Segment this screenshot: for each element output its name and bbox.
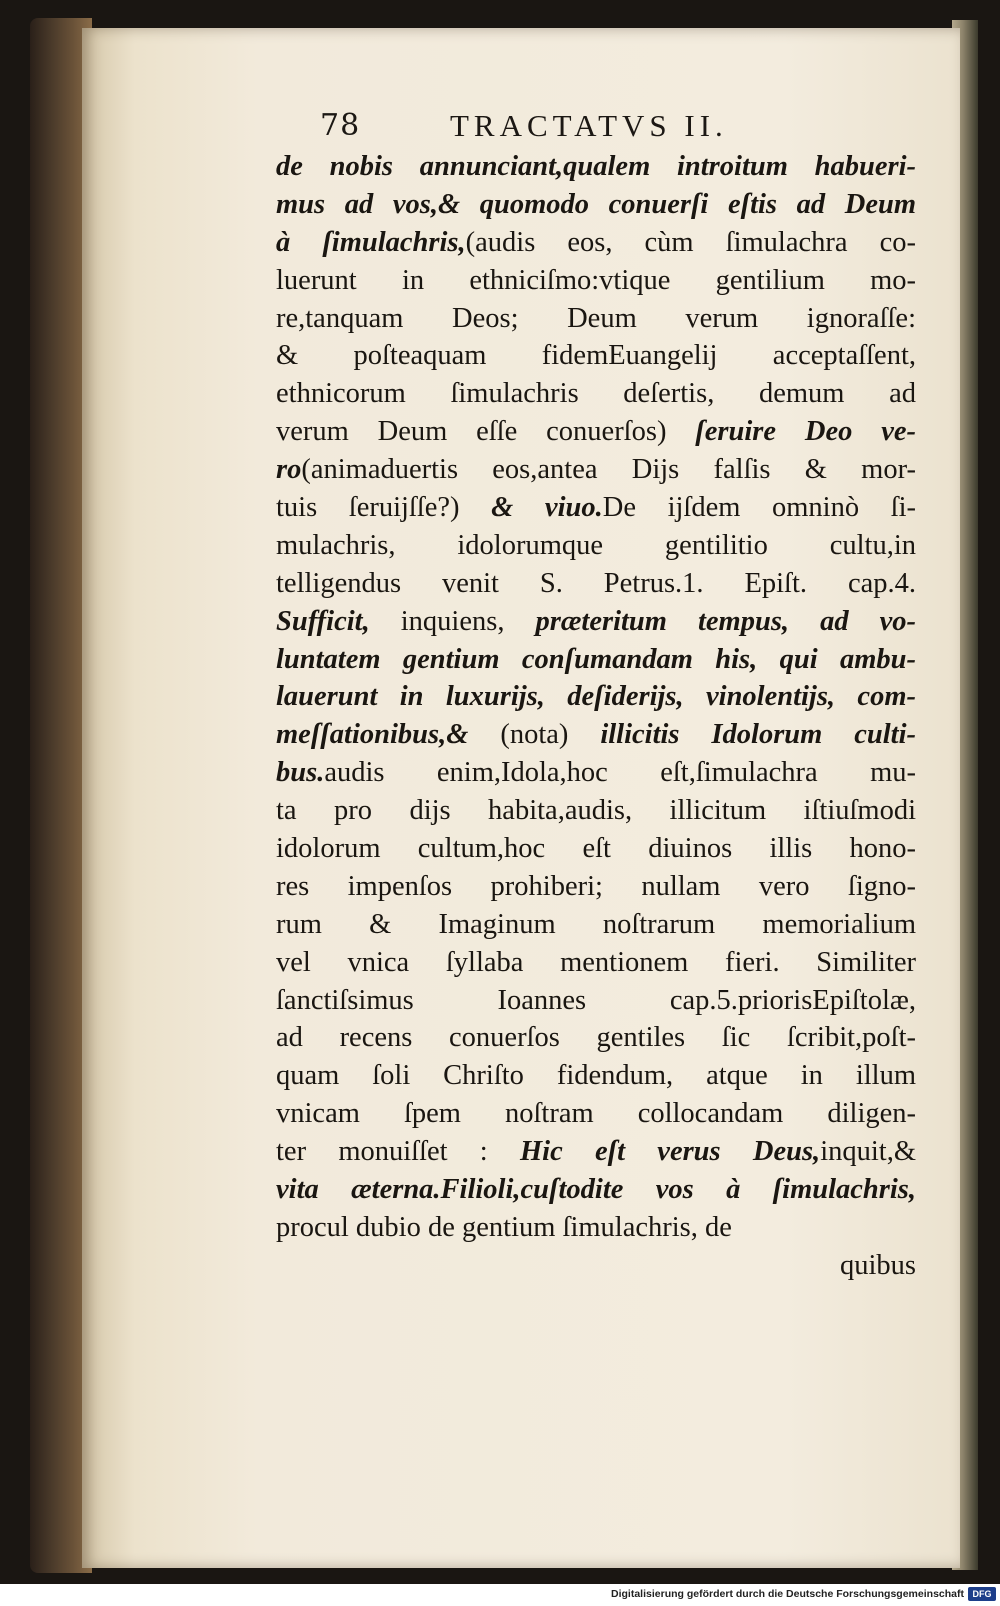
- roman-segment: idolorum cultum,hoc eſt diuinos illis hono-: [276, 833, 916, 865]
- text-line: [276, 451, 916, 489]
- roman-segment: luerunt in ethniciſmo:vtique gentilium mo-: [276, 264, 916, 296]
- text-line: [276, 300, 916, 338]
- text-line: [276, 982, 916, 1020]
- italic-segment: de nobis annunciant,qualem introitum habueri-: [276, 151, 916, 182]
- text-line: [276, 337, 916, 375]
- roman-segment: De ijſdem omninò ſi-: [602, 492, 916, 524]
- text-line: [276, 906, 916, 944]
- text-line: [276, 678, 916, 716]
- text-line: [276, 375, 916, 413]
- text-line: [276, 944, 916, 982]
- roman-segment: inquiens,: [369, 605, 536, 637]
- italic-segment: illicitis Idolorum culti-: [600, 719, 916, 751]
- roman-segment: ſanctiſsimus Ioannes cap.5.priorisEpiſtolæ,: [276, 984, 916, 1016]
- italic-segment: meſſationibus,&: [276, 719, 469, 751]
- italic-segment: ro: [276, 454, 302, 486]
- text-line: [276, 641, 916, 679]
- roman-segment: ta pro dijs habita,audis, illicitum iſtiuſmodi: [276, 795, 916, 827]
- text-line: [276, 1133, 916, 1171]
- roman-segment: & poſteaquam fidemEuangelij acceptaſſent,: [276, 340, 916, 372]
- roman-segment: ad recens conuerſos gentiles ſic ſcribit,poſt-: [276, 1022, 916, 1054]
- text-line: [276, 1019, 916, 1057]
- roman-segment: rum & Imaginum noſtrarum memorialium: [276, 908, 916, 940]
- roman-segment: vel vnica ſyllaba mentionem fieri. Similiter: [276, 946, 916, 978]
- text-line: [276, 1095, 916, 1133]
- roman-segment: (nota): [468, 719, 601, 751]
- text-line: [276, 1171, 916, 1209]
- running-title: TRACTATVS II.: [450, 108, 728, 143]
- catchword: quibus: [839, 1249, 916, 1281]
- page-header: [320, 108, 800, 148]
- roman-segment: ter monuiſſet :: [276, 1136, 520, 1168]
- text-line: [276, 603, 916, 641]
- page-number: 78: [320, 108, 361, 143]
- roman-segment: inquit,&: [820, 1136, 916, 1168]
- italic-segment: vita æterna.Filioli,cuſtodite vos à ſimulachris,: [276, 1174, 916, 1206]
- roman-segment: tuis ſeruijſſe?): [276, 492, 492, 524]
- text-line: [276, 262, 916, 300]
- roman-segment: verum Deum eſſe conuerſos): [276, 416, 696, 448]
- roman-segment: mulachris, idolorumque gentilitio cultu,in: [276, 529, 916, 561]
- italic-segment: Hic eſt verus Deus,: [519, 1136, 821, 1168]
- text-line: [276, 830, 916, 868]
- text-line: [276, 565, 916, 603]
- text-line: [276, 754, 916, 792]
- italic-segment: à ſimulachris,: [276, 226, 466, 258]
- roman-segment: res impenſos prohiberi; nullam vero ſigno-: [276, 870, 916, 902]
- roman-segment: audis enim,Idola,hoc eſt,ſimulachra mu-: [324, 757, 916, 789]
- italic-segment: ſeruire Deo ve-: [695, 416, 916, 448]
- roman-segment: procul dubio de gentium ſimulachris, de: [276, 1211, 732, 1243]
- roman-segment: (audis eos, cùm ſimulachra co-: [465, 226, 916, 258]
- text-line: [276, 186, 916, 224]
- roman-segment: telligendus venit S. Petrus.1. Epiſt. cap.4.: [276, 567, 916, 599]
- text-line: [276, 792, 916, 830]
- dfg-logo: DFG: [968, 1587, 996, 1601]
- roman-segment: re,tanquam Deos; Deum verum ignoraſſe:: [276, 302, 916, 334]
- text-line: [276, 527, 916, 565]
- italic-segment: luntatem gentium conſumandam his, qui ambu-: [276, 643, 916, 675]
- text-line: [276, 148, 916, 186]
- text-line: [276, 224, 916, 262]
- text-line: [276, 868, 916, 906]
- text-line: [276, 489, 916, 527]
- roman-segment: (animaduertis eos,antea Dijs falſis & mor-: [301, 454, 916, 486]
- italic-segment: mus ad vos,& quomodo conuerſi eſtis ad Deum: [276, 188, 916, 220]
- roman-segment: quam ſoli Chriſto fidendum, atque in illum: [276, 1060, 916, 1092]
- funding-credit: Digitalisierung gefördert durch die Deutsche Forschungsgemeinschaft: [611, 1588, 964, 1600]
- italic-segment: & viuo.: [491, 492, 603, 524]
- text-line: [276, 413, 916, 451]
- roman-segment: vnicam ſpem noſtram collocandam diligen-: [276, 1098, 916, 1130]
- italic-segment: lauerunt in luxurijs, deſiderijs, vinolentijs, com-: [276, 681, 916, 713]
- italic-segment: Sufficit,: [276, 605, 370, 637]
- text-line: [276, 716, 916, 754]
- footer-bar: [0, 1584, 1000, 1606]
- italic-segment: bus.: [276, 757, 325, 789]
- body-text: [276, 148, 916, 1285]
- roman-segment: ethnicorum ſimulachris deſertis, demum ad: [276, 378, 916, 410]
- italic-segment: præteritum tempus, ad vo-: [535, 605, 916, 637]
- text-line: [276, 1057, 916, 1095]
- text-line: [276, 1209, 916, 1247]
